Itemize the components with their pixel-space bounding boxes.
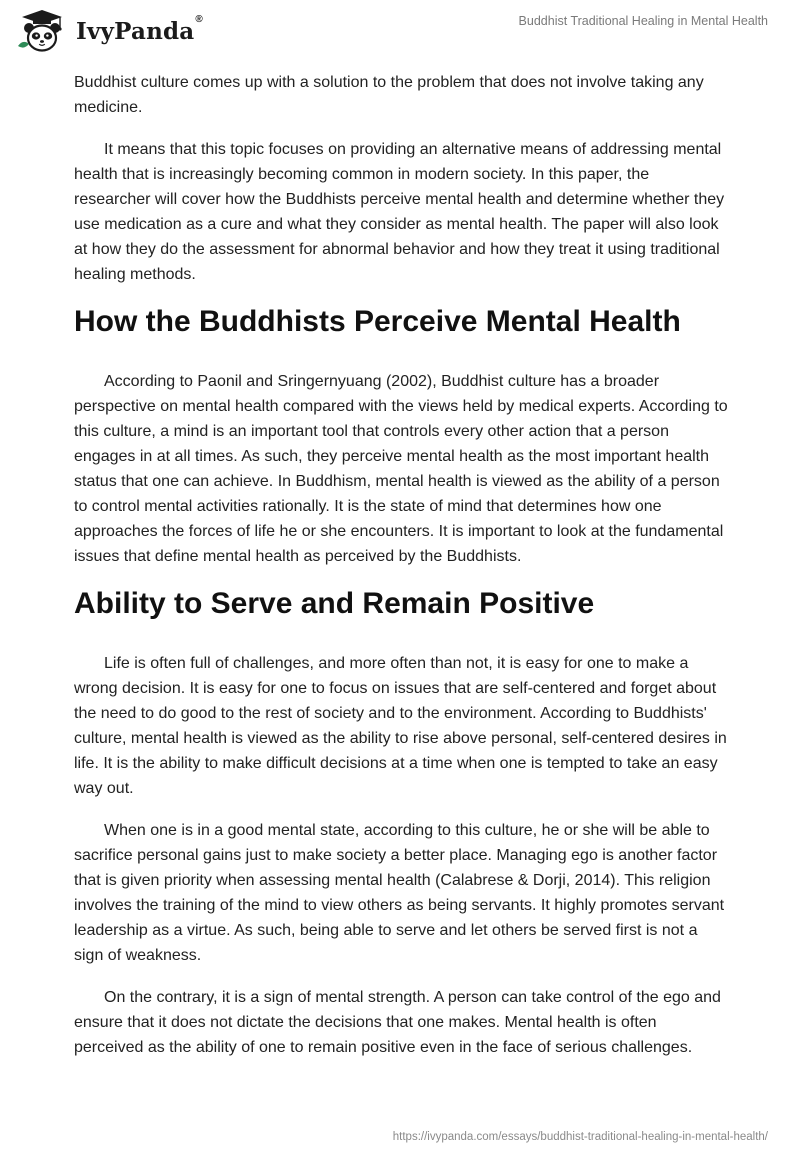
body-paragraph: On the contrary, it is a sign of mental strength. A person can take control of the ego and ensure that it does not dictate the decisions that one makes. Mental health is often perceived as the ability of one to remain positive even in the face of serious challenges. [74, 989, 721, 1056]
brand-name: IvyPanda® [76, 13, 203, 45]
brand-logo[interactable] [14, 8, 203, 54]
body-paragraph: Buddhist culture comes up with a solution to the problem that does not involve taking any medicine. [74, 74, 704, 116]
body-paragraph: According to Paonil and Sringernyuang (2002), Buddhist culture has a broader perspective on mental health compared with the views held by medical experts. According to this culture, a mind is an important tool that controls every other action that a person engages in at all times. As such, they perceive mental health as the most important health status that one can achieve. In Buddhism, mental health is viewed as the ability of a person to control mental activities rationally. It is the state of mind that determines how one approaches the forces of life he or she encounters. It is important to look at the fundamental issues that define mental health as perceived by the Buddhists. [74, 373, 728, 565]
essay-content [74, 70, 730, 1077]
panda-graduate-icon [14, 8, 70, 54]
body-paragraph: When one is in a good mental state, according to this culture, he or she will be able to sacrifice personal gains just to make society a better place. Managing ego is another factor that is given priority when assessing mental health (Calabrese & Dorji, 2014). This religion involves the training of the mind to view others as being servants. It highly promotes servant leadership as a virtue. As such, being able to serve and let others be served first is not a sign of weakness. [74, 822, 725, 964]
document-title: Buddhist Traditional Healing in Mental Health [518, 14, 768, 28]
body-paragraph: It means that this topic focuses on providing an alternative means of addressing mental health that is increasingly becoming common in modern society. In this paper, the researcher will cover how the Buddhists perceive mental health and determine whether they use medication as a cure and what they consider as mental health. The paper will also look at how they do the assessment for abnormal behavior and how they treat it using traditional healing methods. [74, 141, 725, 283]
page-header [0, 0, 800, 60]
body-paragraph: Life is often full of challenges, and more often than not, it is easy for one to make a wrong decision. It is easy for one to focus on issues that are self-centered and forget about the need to do good to the rest of society and to the environment. According to Buddhists' culture, mental health is viewed as the ability to rise above personal, self-centered desires in life. It is the ability to make difficult decisions at a time when one is tempted to take an easy way out. [74, 655, 727, 797]
section-heading: How the Buddhists Perceive Mental Health [74, 305, 681, 338]
section-heading: Ability to Serve and Remain Positive [74, 587, 595, 620]
source-url[interactable]: https://ivypanda.com/essays/buddhist-traditional-healing-in-mental-health/ [392, 1131, 768, 1143]
